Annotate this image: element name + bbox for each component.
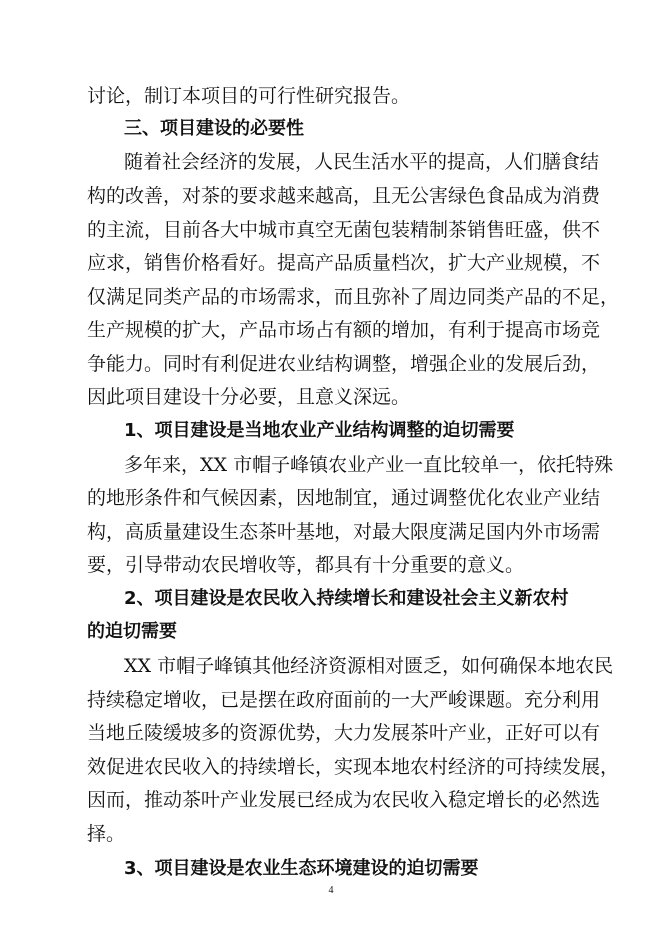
text-line: 效促进农民收入的持续增长，实现本地农村经济的可持续发展，	[87, 756, 620, 778]
text-line: 的地形条件和气候因素，因地制宜，通过调整优化农业产业结	[87, 487, 601, 509]
subsection-heading-continued: 的迫切需要	[87, 621, 177, 642]
text-line: 讨论，制订本项目的可行性研究报告。	[87, 85, 411, 107]
text-line: 应求，销售价格看好。提高产品质量档次，扩大产业规模，不	[87, 252, 601, 274]
text-line: 多年来，XX 市帽子峰镇农业产业一直比较单一，依托特殊	[124, 454, 614, 476]
text-line: 的主流，目前各大中城市真空无菌包装精制茶销售旺盛，供不	[87, 219, 601, 241]
text-line: 持续稳定增收，已是摆在政府面前的一大严峻课题。充分利用	[87, 689, 601, 711]
subsection-heading: 1、项目建设是当地农业产业结构调整的迫切需要	[124, 420, 515, 441]
subsection-heading: 2、项目建设是农民收入持续增长和建设社会主义新农村	[124, 588, 569, 609]
text-line: 仅满足同类产品的市场需求，而且弥补了周边同类产品的不足，	[87, 286, 620, 308]
text-line: 随着社会经济的发展，人民生活水平的提高，人们膳食结	[124, 151, 600, 173]
text-line: 构，高质量建设生态茶叶基地，对最大限度满足国内外市场需	[87, 521, 601, 543]
text-line: 因而，推动茶叶产业发展已经成为农民收入稳定增长的必然选	[87, 789, 601, 811]
text-line: 构的改善，对茶的要求越来越高，且无公害绿色食品成为消费	[87, 185, 601, 207]
page-number: 4	[328, 885, 334, 896]
text-line: XX 市帽子峰镇其他经济资源相对匮乏，如何确保本地农民	[124, 655, 614, 677]
text-line: 争能力。同时有利促进农业结构调整，增强企业的发展后劲，	[87, 353, 601, 375]
text-line: 择。	[87, 823, 126, 845]
section-heading: 三、项目建设的必要性	[124, 118, 304, 139]
text-line: 因此项目建设十分必要，且意义深远。	[87, 386, 411, 408]
text-line: 生产规模的扩大，产品市场占有额的增加，有利于提高市场竞	[87, 319, 601, 341]
text-line: 要，引导带动农民增收等，都具有十分重要的意义。	[87, 554, 525, 576]
text-line: 当地丘陵缓坡多的资源优势，大力发展茶叶产业，正好可以有	[87, 722, 601, 744]
subsection-heading: 3、项目建设是农业生态环境建设的迫切需要	[124, 858, 479, 879]
